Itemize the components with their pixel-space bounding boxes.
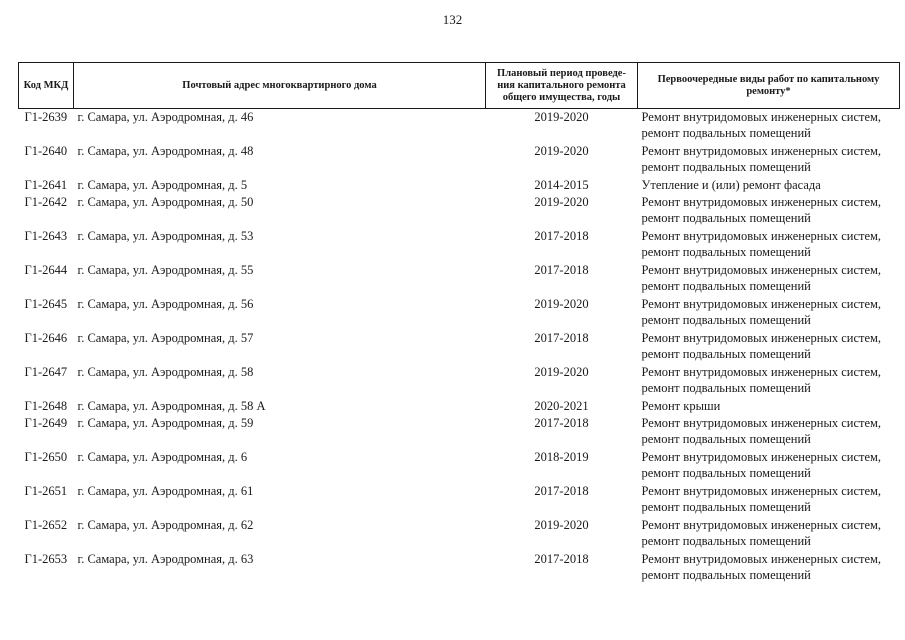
row-code: Г1-2641 <box>24 178 68 192</box>
row-works-line: ремонт подвальных помещений <box>641 568 811 582</box>
table-body <box>19 109 900 586</box>
row-code: Г1-2648 <box>24 399 68 413</box>
row-address: г. Самара, ул. Аэродромная, д. 62 <box>77 518 254 532</box>
row-code: Г1-2651 <box>24 484 68 498</box>
row-works <box>638 194 900 228</box>
table-row <box>19 517 900 551</box>
header-address: Почтовый адрес многоквартирного дома <box>74 63 486 109</box>
row-works <box>638 143 900 177</box>
row-works-line: Ремонт внутридомовых инженерных систем, <box>641 484 882 498</box>
row-address: г. Самара, ул. Аэродромная, д. 58 <box>77 365 254 379</box>
capital-repair-table <box>18 62 900 585</box>
row-code: Г1-2639 <box>24 110 68 124</box>
row-address: г. Самара, ул. Аэродромная, д. 59 <box>77 416 254 430</box>
row-code: Г1-2640 <box>24 144 68 158</box>
row-code: Г1-2642 <box>24 195 68 209</box>
row-period: 2018-2019 <box>534 450 589 464</box>
table-row <box>19 398 900 415</box>
row-works <box>638 551 900 585</box>
table-row <box>19 483 900 517</box>
row-works-line: ремонт подвальных помещений <box>641 279 811 293</box>
row-code: Г1-2643 <box>24 229 68 243</box>
row-works <box>638 449 900 483</box>
row-period: 2019-2020 <box>534 365 589 379</box>
row-works-line: Ремонт внутридомовых инженерных систем, <box>641 331 882 345</box>
row-period: 2019-2020 <box>534 297 589 311</box>
table-row <box>19 330 900 364</box>
row-works-line: Ремонт внутридомовых инженерных систем, <box>641 144 882 158</box>
row-code: Г1-2650 <box>24 450 68 464</box>
row-works <box>638 330 900 364</box>
row-address: г. Самара, ул. Аэродромная, д. 5 <box>77 178 248 192</box>
row-works <box>638 262 900 296</box>
row-period: 2017-2018 <box>534 331 589 345</box>
row-works-line: ремонт подвальных помещений <box>641 432 811 446</box>
table-row <box>19 143 900 177</box>
row-code: Г1-2653 <box>24 552 68 566</box>
row-works-line: Ремонт внутридомовых инженерных систем, <box>641 552 882 566</box>
row-code: Г1-2647 <box>24 365 68 379</box>
row-works-line: ремонт подвальных помещений <box>641 534 811 548</box>
table-header-row <box>19 63 900 109</box>
row-works-line: Ремонт внутридомовых инженерных систем, <box>641 263 882 277</box>
table-row <box>19 228 900 262</box>
row-address: г. Самара, ул. Аэродромная, д. 48 <box>77 144 254 158</box>
row-period: 2019-2020 <box>534 518 589 532</box>
row-works-line: ремонт подвальных помещений <box>641 126 811 140</box>
row-code: Г1-2645 <box>24 297 68 311</box>
row-works-line: Ремонт крыши <box>641 399 721 413</box>
row-works-line: Ремонт внутридомовых инженерных систем, <box>641 450 882 464</box>
row-works-line: ремонт подвальных помещений <box>641 381 811 395</box>
table-row <box>19 415 900 449</box>
table-row <box>19 296 900 330</box>
row-works-line: Ремонт внутридомовых инженерных систем, <box>641 229 882 243</box>
header-works: Первоочередные виды работ по капитальному ремонту* <box>638 63 900 109</box>
row-period: 2017-2018 <box>534 229 589 243</box>
table-row <box>19 551 900 585</box>
row-works <box>638 177 900 194</box>
row-works-line: ремонт подвальных помещений <box>641 347 811 361</box>
table-row <box>19 194 900 228</box>
page-number: 132 <box>442 12 463 27</box>
row-period: 2014-2015 <box>534 178 589 192</box>
row-works-line: Ремонт внутридомовых инженерных систем, <box>641 110 882 124</box>
row-works-line: Ремонт внутридомовых инженерных систем, <box>641 416 882 430</box>
row-works <box>638 483 900 517</box>
row-address: г. Самара, ул. Аэродромная, д. 55 <box>77 263 254 277</box>
row-works-line: ремонт подвальных помещений <box>641 160 811 174</box>
row-works-line: ремонт подвальных помещений <box>641 245 811 259</box>
row-address: г. Самара, ул. Аэродромная, д. 58 А <box>77 399 266 413</box>
row-period: 2017-2018 <box>534 263 589 277</box>
row-works-line: Ремонт внутридомовых инженерных систем, <box>641 365 882 379</box>
row-code: Г1-2646 <box>24 331 68 345</box>
row-period: 2019-2020 <box>534 195 589 209</box>
table-row <box>19 449 900 483</box>
row-works-line: Ремонт внутридомовых инженерных систем, <box>641 195 882 209</box>
row-code: Г1-2644 <box>24 263 68 277</box>
row-period: 2019-2020 <box>534 144 589 158</box>
row-works <box>638 517 900 551</box>
row-period: 2019-2020 <box>534 110 589 124</box>
table-header <box>19 63 900 109</box>
table-row <box>19 109 900 144</box>
row-works-line: ремонт подвальных помещений <box>641 313 811 327</box>
row-works <box>638 398 900 415</box>
row-period: 2017-2018 <box>534 484 589 498</box>
row-address: г. Самара, ул. Аэродромная, д. 46 <box>77 110 254 124</box>
row-period: 2017-2018 <box>534 416 589 430</box>
row-works-line: Утепление и (или) ремонт фасада <box>641 178 821 192</box>
row-works-line: ремонт подвальных помещений <box>641 466 811 480</box>
table-row <box>19 262 900 296</box>
header-period: Плановый период проведе-ния капитального ремонта общего имущества, годы <box>486 63 638 109</box>
row-period: 2017-2018 <box>534 552 589 566</box>
row-works-line: Ремонт внутридомовых инженерных систем, <box>641 518 882 532</box>
row-works-line: ремонт подвальных помещений <box>641 211 811 225</box>
row-works-line: ремонт подвальных помещений <box>641 500 811 514</box>
table-row <box>19 364 900 398</box>
row-address: г. Самара, ул. Аэродромная, д. 56 <box>77 297 254 311</box>
row-works <box>638 109 900 144</box>
table-row <box>19 177 900 194</box>
row-works <box>638 228 900 262</box>
row-address: г. Самара, ул. Аэродромная, д. 53 <box>77 229 254 243</box>
header-code: Код МКД <box>19 63 74 109</box>
row-address: г. Самара, ул. Аэродромная, д. 63 <box>77 552 254 566</box>
row-address: г. Самара, ул. Аэродромная, д. 57 <box>77 331 254 345</box>
row-address: г. Самара, ул. Аэродромная, д. 6 <box>77 450 248 464</box>
row-code: Г1-2652 <box>24 518 68 532</box>
row-works-line: Ремонт внутридомовых инженерных систем, <box>641 297 882 311</box>
row-works <box>638 415 900 449</box>
row-works <box>638 364 900 398</box>
row-address: г. Самара, ул. Аэродромная, д. 50 <box>77 195 254 209</box>
row-code: Г1-2649 <box>24 416 68 430</box>
row-period: 2020-2021 <box>534 399 589 413</box>
row-works <box>638 296 900 330</box>
row-address: г. Самара, ул. Аэродромная, д. 61 <box>77 484 254 498</box>
